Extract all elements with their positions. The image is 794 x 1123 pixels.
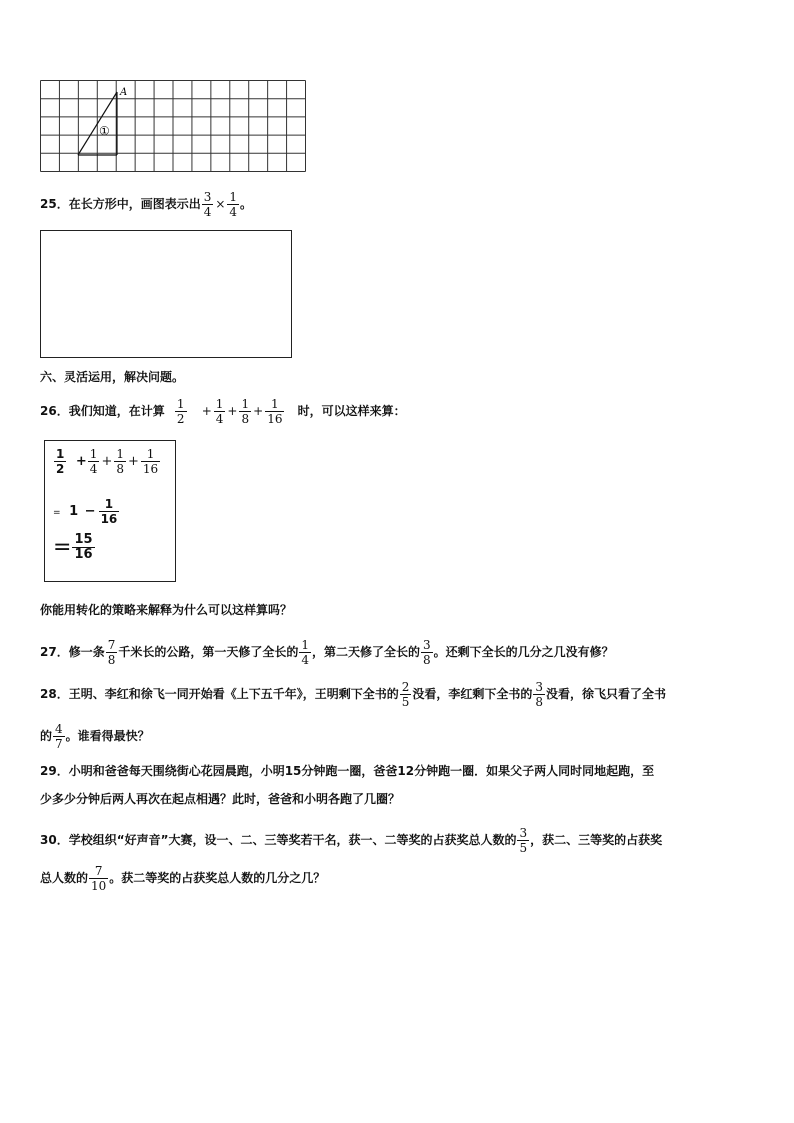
box-row-2: = 1 − $\frac{1}{16}$ — [53, 497, 118, 526]
grid-figure — [40, 80, 306, 172]
fraction: $\frac{1}{4}$ — [89, 447, 98, 476]
question-30-line-1: 30．学校组织“好声音”大赛，设一、二、三等奖若干名，获一、二等奖的占获奖总人数的 $\frac{3}{5}$ ，获二、三等奖的占获奖 — [40, 826, 663, 855]
fraction: $\frac{3}{8}$ — [423, 638, 431, 667]
fraction: $\frac{1}{8}$ — [241, 397, 250, 426]
fraction: $\frac{4}{7}$ — [55, 722, 63, 751]
fraction: $\frac{1}{2}$ — [56, 447, 65, 476]
fraction: $\frac{7}{10}$ — [91, 864, 107, 893]
drawing-rectangle — [40, 230, 292, 358]
fraction: $\frac{3}{8}$ — [535, 680, 543, 709]
fraction: $\frac{1}{4}$ — [301, 638, 309, 667]
question-29-line-2: 少多少分钟后两人再次在起点相遇？此时，爸爸和小明各跑了几圈？ — [40, 792, 401, 806]
question-30-line-2: 总人数的 $\frac{7}{10}$ 。获二等奖的占获奖总人数的几分之几？ — [40, 864, 326, 893]
question-26-ask: 你能用转化的策略来解释为什么可以这样算吗？ — [40, 603, 293, 617]
box-row-1: $\frac{1}{2}$ + $\frac{1}{4}$ + $\frac{1}{8}$ + $\frac{1}{16}$ — [56, 447, 159, 476]
question-25: 25．在长方形中，画图表示出 $\frac{3}{4}$ × $\frac{1}{4}$ 。 — [40, 190, 253, 219]
question-26: 26．我们知道，在计算 $\frac{1}{2}$ + $\frac{1}{4}$ + $\frac{1}{8}$ + $\frac{1}{16}$ 时，可以这样来算： — [40, 397, 406, 426]
section-title: 六、灵活运用，解决问题。 — [40, 370, 185, 384]
point-a-label: A — [120, 87, 128, 98]
fraction: $\frac{7}{8}$ — [107, 638, 116, 667]
fraction: $\frac{1}{4}$ — [229, 190, 238, 219]
box-row-3: = $\frac{15}{16}$ — [53, 532, 93, 562]
fraction: $\frac{3}{4}$ — [203, 190, 212, 219]
fraction: $\frac{1}{16}$ — [100, 497, 118, 526]
question-29-line-1: 29．小明和爸爸每天围绕街心花园晨跑，小明15分钟跑一圈，爸爸12分钟跑一圈．如果父子两人同时同地起跑，至 — [40, 764, 655, 778]
question-28-line-2: 的 $\frac{4}{7}$ 。谁看得最快？ — [40, 722, 150, 751]
fraction: $\frac{1}{16}$ — [142, 447, 159, 476]
fraction: $\frac{1}{4}$ — [215, 397, 224, 426]
grid-lines — [41, 81, 306, 172]
fraction: $\frac{1}{16}$ — [267, 397, 283, 426]
fraction: $\frac{1}{8}$ — [116, 447, 124, 476]
question-27: 27．修一条 $\frac{7}{8}$ 千米长的公路，第一天修了全长的 $\frac{1}{4}$ ，第二天修了全长的 $\frac{3}{8}$ 。还剩下全长的几分之几没有修？ — [40, 638, 614, 667]
fraction: $\frac{3}{5}$ — [519, 826, 528, 855]
fraction: $\frac{2}{5}$ — [401, 680, 410, 709]
fraction: $\frac{15}{16}$ — [74, 532, 93, 562]
fraction: $\frac{1}{2}$ — [176, 397, 185, 426]
calculation-box — [44, 440, 176, 582]
shape-label: ① — [99, 124, 110, 138]
question-28-line-1: 28．王明、李红和徐飞一同开始看《上下五千年》，王明剩下全书的 $\frac{2}{5}$ 没看，李红剩下全书的 $\frac{3}{8}$ 没看，徐飞只看了全书 — [40, 680, 667, 709]
